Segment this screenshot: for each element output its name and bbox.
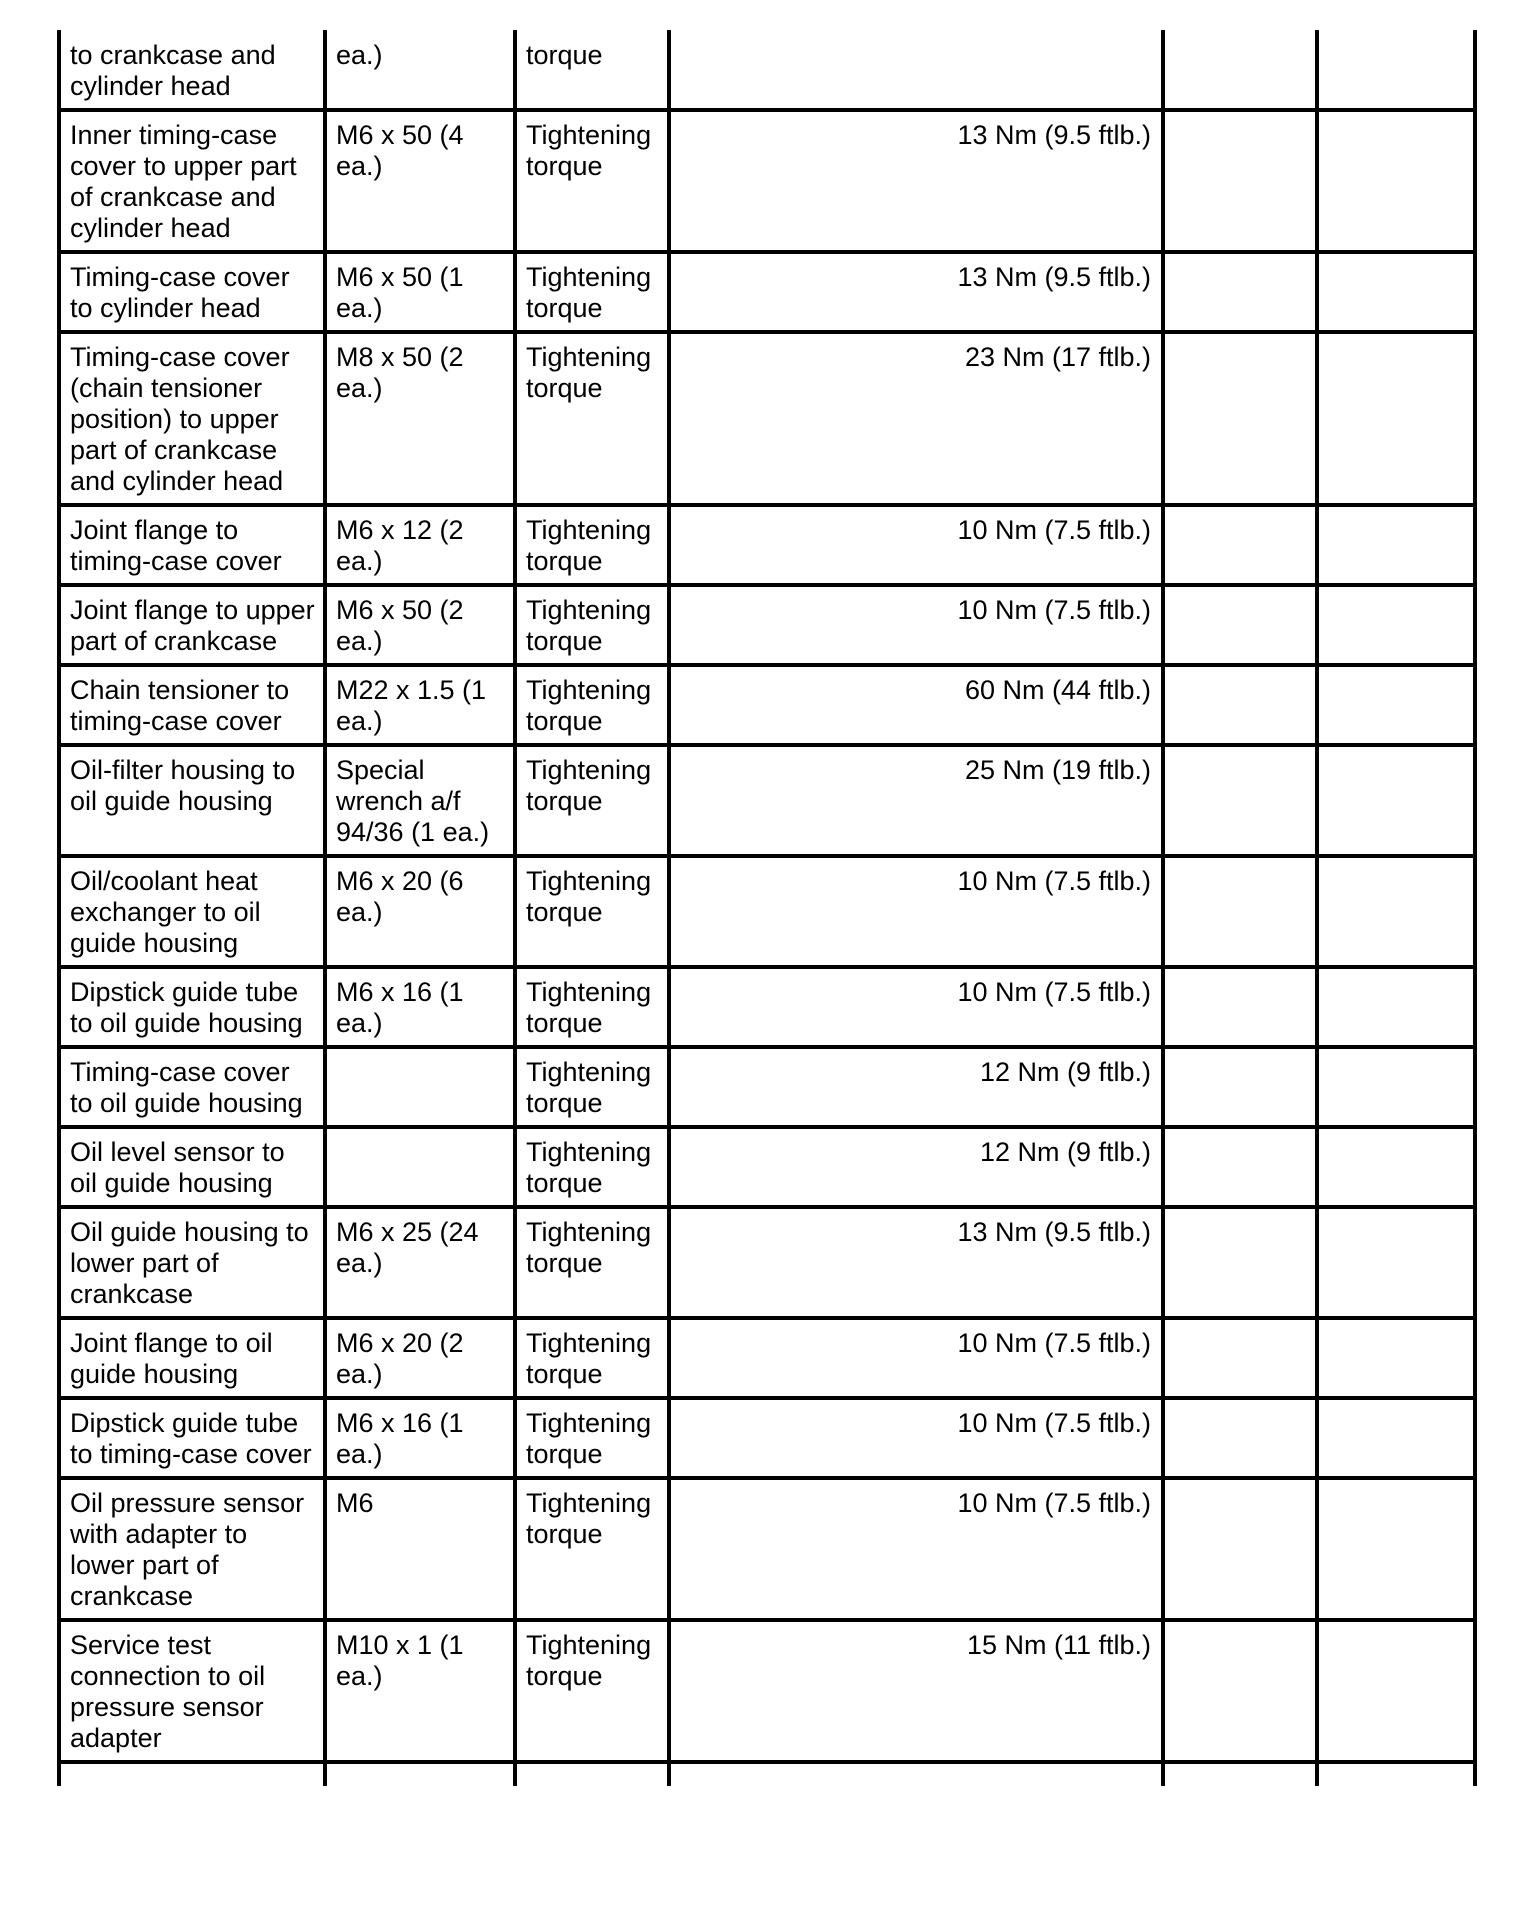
empty-cell [1163,30,1317,110]
empty-cell [1317,252,1475,332]
empty-cell [1317,1398,1475,1478]
empty-cell [1317,1047,1475,1127]
component-cell: Timing-case cover to oil guide housing [59,1047,325,1127]
empty-cell [1317,856,1475,967]
torque-value-cell: 13 Nm (9.5 ftlb.) [669,252,1163,332]
table-row [59,1207,1475,1318]
empty-cell [1163,665,1317,745]
fastener-cell: M10 x 1 (1 ea.) [325,1620,515,1762]
component-cell: Inner timing-case cover to upper part of crankcase and cylinder head [59,110,325,252]
empty-cell [1163,1620,1317,1762]
fastener-cell: M6 x 50 (2 ea.) [325,585,515,665]
fastener-cell: M6 x 16 (1 ea.) [325,1398,515,1478]
torque-value-cell: 10 Nm (7.5 ftlb.) [669,505,1163,585]
empty-cell [59,1762,325,1786]
torque-value-cell: 10 Nm (7.5 ftlb.) [669,856,1163,967]
spec-type-cell: Tightening torque [515,856,669,967]
empty-cell [1163,505,1317,585]
component-cell: Oil guide housing to lower part of crankcase [59,1207,325,1318]
spec-type-cell: Tightening torque [515,1398,669,1478]
table-row [59,1620,1475,1762]
empty-cell [325,1762,515,1786]
empty-cell [1163,1127,1317,1207]
torque-value-cell: 13 Nm (9.5 ftlb.) [669,110,1163,252]
fastener-cell: M6 x 50 (4 ea.) [325,110,515,252]
empty-cell [1163,1318,1317,1398]
empty-cell [1317,332,1475,505]
spec-type-cell: Tightening torque [515,585,669,665]
empty-cell [1163,1762,1317,1786]
spec-type-cell: Tightening torque [515,252,669,332]
component-cell: Dipstick guide tube to oil guide housing [59,967,325,1047]
table-row [59,1047,1475,1127]
torque-value-cell: 10 Nm (7.5 ftlb.) [669,967,1163,1047]
fastener-cell: ea.) [325,30,515,110]
empty-cell [1317,1762,1475,1786]
empty-cell [1163,110,1317,252]
empty-cell [1163,745,1317,856]
component-cell: Oil pressure sensor with adapter to lower part of crankcase [59,1478,325,1620]
fastener-cell: M6 x 12 (2 ea.) [325,505,515,585]
empty-cell [1317,1127,1475,1207]
table-row [59,967,1475,1047]
spec-type-cell: Tightening torque [515,1127,669,1207]
fastener-cell: M6 x 16 (1 ea.) [325,967,515,1047]
empty-cell [1163,856,1317,967]
spec-type-cell: Tightening torque [515,505,669,585]
empty-cell [515,1762,669,1786]
component-cell: Chain tensioner to timing-case cover [59,665,325,745]
spec-type-cell: Tightening torque [515,967,669,1047]
empty-cell [1317,110,1475,252]
spec-type-cell: Tightening torque [515,665,669,745]
torque-value-cell: 60 Nm (44 ftlb.) [669,665,1163,745]
torque-value-cell: 15 Nm (11 ftlb.) [669,1620,1163,1762]
torque-spec-table [57,30,1477,1786]
spec-type-cell: Tightening torque [515,1620,669,1762]
fastener-cell: M8 x 50 (2 ea.) [325,332,515,505]
torque-spec-sheet [57,30,1473,1786]
spec-type-cell: Tightening torque [515,745,669,856]
empty-cell [1317,745,1475,856]
torque-value-cell: 25 Nm (19 ftlb.) [669,745,1163,856]
table-body [59,30,1475,1786]
empty-cell [1317,1318,1475,1398]
table-row [59,252,1475,332]
table-row-continuation [59,1762,1475,1786]
table-row [59,1478,1475,1620]
component-cell: Oil-filter housing to oil guide housing [59,745,325,856]
component-cell: Oil/coolant heat exchanger to oil guide housing [59,856,325,967]
component-cell: Service test connection to oil pressure sensor adapter [59,1620,325,1762]
component-cell: to crankcase and cylinder head [59,30,325,110]
empty-cell [1317,585,1475,665]
empty-cell [1163,1478,1317,1620]
torque-value-cell: 10 Nm (7.5 ftlb.) [669,1398,1163,1478]
table-row [59,665,1475,745]
empty-cell [1163,1398,1317,1478]
fastener-cell: Special wrench a/f 94/36 (1 ea.) [325,745,515,856]
table-row [59,585,1475,665]
component-cell: Oil level sensor to oil guide housing [59,1127,325,1207]
component-cell: Timing-case cover to cylinder head [59,252,325,332]
torque-value-cell: 10 Nm (7.5 ftlb.) [669,585,1163,665]
fastener-cell: M6 x 50 (1 ea.) [325,252,515,332]
table-row [59,1127,1475,1207]
table-row [59,30,1475,110]
spec-type-cell: Tightening torque [515,1047,669,1127]
torque-value-cell: 10 Nm (7.5 ftlb.) [669,1478,1163,1620]
spec-type-cell: Tightening torque [515,1478,669,1620]
empty-cell [1317,665,1475,745]
table-row [59,332,1475,505]
table-row [59,856,1475,967]
component-cell: Timing-case cover (chain tensioner position) to upper part of crankcase and cylinder head [59,332,325,505]
empty-cell [1163,967,1317,1047]
fastener-cell: M6 x 25 (24 ea.) [325,1207,515,1318]
table-row [59,505,1475,585]
torque-value-cell: 23 Nm (17 ftlb.) [669,332,1163,505]
spec-type-cell: Tightening torque [515,1207,669,1318]
component-cell: Joint flange to upper part of crankcase [59,585,325,665]
fastener-cell [325,1127,515,1207]
fastener-cell: M6 x 20 (6 ea.) [325,856,515,967]
empty-cell [1163,585,1317,665]
empty-cell [1317,1207,1475,1318]
empty-cell [1163,252,1317,332]
spec-type-cell: torque [515,30,669,110]
spec-type-cell: Tightening torque [515,1318,669,1398]
torque-value-cell: 12 Nm (9 ftlb.) [669,1047,1163,1127]
empty-cell [1163,1047,1317,1127]
fastener-cell [325,1047,515,1127]
table-row [59,110,1475,252]
empty-cell [669,1762,1163,1786]
empty-cell [1317,1478,1475,1620]
spec-type-cell: Tightening torque [515,110,669,252]
component-cell: Joint flange to oil guide housing [59,1318,325,1398]
empty-cell [1317,1620,1475,1762]
torque-value-cell: 12 Nm (9 ftlb.) [669,1127,1163,1207]
fastener-cell: M22 x 1.5 (1 ea.) [325,665,515,745]
fastener-cell: M6 x 20 (2 ea.) [325,1318,515,1398]
torque-value-cell [669,30,1163,110]
torque-value-cell: 10 Nm (7.5 ftlb.) [669,1318,1163,1398]
table-row [59,1398,1475,1478]
component-cell: Dipstick guide tube to timing-case cover [59,1398,325,1478]
empty-cell [1317,967,1475,1047]
fastener-cell: M6 [325,1478,515,1620]
empty-cell [1317,30,1475,110]
empty-cell [1317,505,1475,585]
table-row [59,1318,1475,1398]
empty-cell [1163,1207,1317,1318]
table-row [59,745,1475,856]
empty-cell [1163,332,1317,505]
torque-value-cell: 13 Nm (9.5 ftlb.) [669,1207,1163,1318]
component-cell: Joint flange to timing-case cover [59,505,325,585]
spec-type-cell: Tightening torque [515,332,669,505]
